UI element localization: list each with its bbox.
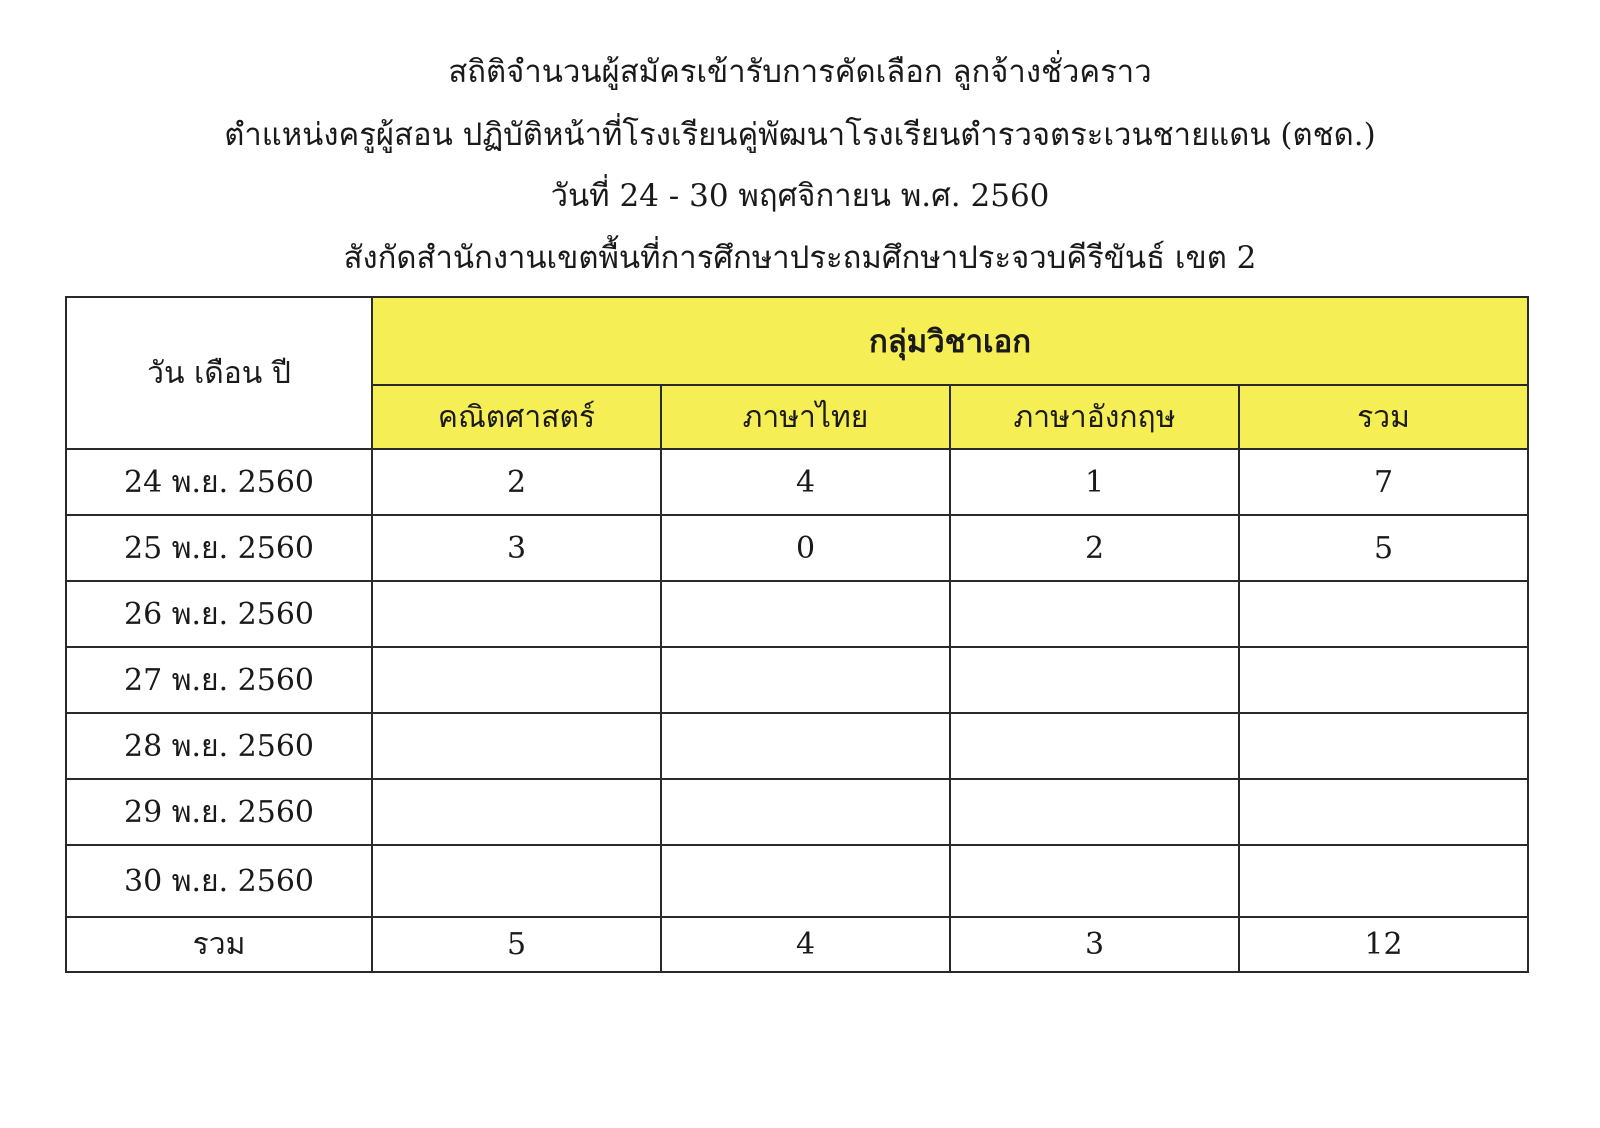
cell-math [372,845,661,917]
date-range: วันที่ 24 - 30 พฤศจิกายน พ.ศ. 2560 [550,178,1050,214]
row-date: 29 พ.ย. 2560 [66,779,372,845]
table-row [66,713,1528,779]
cell-total [1239,845,1528,917]
table-row [66,581,1528,647]
cell-math [372,713,661,779]
table-row [66,515,1528,581]
cell-total [1239,713,1528,779]
cell-english [950,845,1239,917]
cell-math [372,647,661,713]
row-date: 28 พ.ย. 2560 [66,713,372,779]
applicant-statistics-table [65,296,1529,973]
cell-thai [661,845,950,917]
table-row [66,647,1528,713]
cell-math [372,779,661,845]
table-row [66,779,1528,845]
cell-total [1239,647,1528,713]
cell-thai [661,779,950,845]
cell-total [1239,581,1528,647]
cell-english: 2 [950,515,1239,581]
position-subtitle: ตำแหน่งครูผู้สอน ปฏิบัติหน้าที่โรงเรียนคู่พัฒนาโรงเรียนตำรวจตระเวนชายแดน (ตชด.) [224,117,1376,153]
total-row [66,917,1528,972]
cell-english [950,581,1239,647]
column-header-math: คณิตศาสตร์ [372,385,661,449]
document-title: สถิติจำนวนผู้สมัครเข้ารับการคัดเลือก ลูกจ้างชั่วคราว [448,54,1152,90]
column-header-thai: ภาษาไทย [661,385,950,449]
office-affiliation: สังกัดสำนักงานเขตพื้นที่การศึกษาประถมศึกษาประจวบคีรีขันธ์ เขต 2 [343,240,1257,276]
row-date: 24 พ.ย. 2560 [66,449,372,515]
cell-english [950,713,1239,779]
row-date: 27 พ.ย. 2560 [66,647,372,713]
row-date: 25 พ.ย. 2560 [66,515,372,581]
cell-thai [661,713,950,779]
cell-thai: 4 [661,449,950,515]
column-header-english: ภาษาอังกฤษ [950,385,1239,449]
cell-total: 5 [1239,515,1528,581]
row-date: 26 พ.ย. 2560 [66,581,372,647]
total-label: รวม [66,917,372,972]
row-date: 30 พ.ย. 2560 [66,845,372,917]
column-header-total: รวม [1239,385,1528,449]
cell-english: 1 [950,449,1239,515]
grand-total: 12 [1239,917,1528,972]
cell-english [950,779,1239,845]
cell-english [950,647,1239,713]
cell-thai [661,647,950,713]
cell-total: 7 [1239,449,1528,515]
total-math: 5 [372,917,661,972]
table-row [66,449,1528,515]
cell-math [372,581,661,647]
total-thai: 4 [661,917,950,972]
total-english: 3 [950,917,1239,972]
cell-thai: 0 [661,515,950,581]
cell-total [1239,779,1528,845]
date-column-header: วัน เดือน ปี [66,297,372,449]
cell-math: 2 [372,449,661,515]
table-row [66,845,1528,917]
cell-math: 3 [372,515,661,581]
table-header-row [66,297,1528,385]
cell-thai [661,581,950,647]
major-group-header: กลุ่มวิชาเอก [372,297,1528,385]
